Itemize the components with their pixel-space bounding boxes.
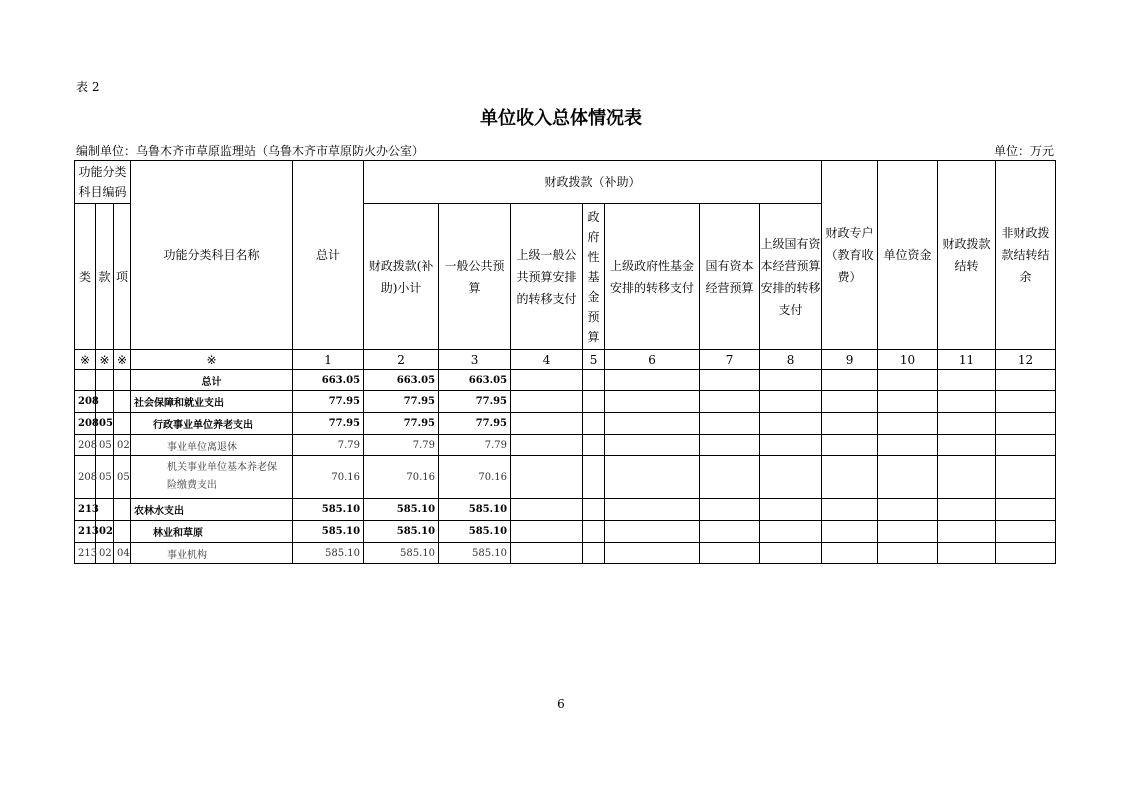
cell-subtotal: 663.05 xyxy=(364,370,439,391)
cell-name: 社会保障和就业支出 xyxy=(131,391,293,413)
currency-unit: 单位：万元 xyxy=(993,144,1054,158)
cell-subtotal: 7.79 xyxy=(364,435,439,456)
header-fiscal-carryover: 财政拨款结转 xyxy=(938,161,996,350)
compiling-unit: 编制单位：乌鲁木齐市草原监理站（乌鲁木齐市草原防火办公室） xyxy=(76,144,425,158)
cell-general: 663.05 xyxy=(439,370,511,391)
index-cell: 4 xyxy=(511,350,583,370)
cell-subtotal: 77.95 xyxy=(364,413,439,435)
header-fiscal-subtotal: 财政拨款(补助)小计 xyxy=(364,204,439,350)
index-cell: 9 xyxy=(822,350,878,370)
cell-xiang xyxy=(114,413,131,435)
cell-total: 7.79 xyxy=(293,435,364,456)
header-fiscal-group: 财政拨款（补助） xyxy=(364,161,822,204)
table-label: 表 2 xyxy=(76,80,100,94)
cell-name: 机关事业单位基本养老保险缴费支出 xyxy=(131,456,293,499)
cell-xiang: 05 xyxy=(114,456,131,499)
cell-kuan: 02 xyxy=(96,521,114,543)
header-upper-state-capital-transfer: 上级国有资本经营预算安排的转移支付 xyxy=(760,204,822,350)
header-lei: 类 xyxy=(75,204,96,350)
cell-lei: 208 xyxy=(75,456,96,499)
cell-name: 事业单位离退休 xyxy=(131,435,293,456)
cell-lei: 213 xyxy=(75,499,96,521)
cell-subtotal: 585.10 xyxy=(364,543,439,564)
index-cell: ※ xyxy=(96,350,114,370)
cell-subtotal: 585.10 xyxy=(364,499,439,521)
cell-total: 77.95 xyxy=(293,391,364,413)
cell-xiang xyxy=(114,521,131,543)
page-number: 6 xyxy=(557,697,565,711)
header-unit-funds: 单位资金 xyxy=(878,161,938,350)
cell-general: 585.10 xyxy=(439,521,511,543)
table-row xyxy=(75,543,1056,564)
cell-lei: 208 xyxy=(75,391,96,413)
cell-total: 77.95 xyxy=(293,413,364,435)
table-row xyxy=(75,521,1056,543)
header-gov-fund: 政府性基金预算 xyxy=(583,204,605,350)
cell-name: 总计 xyxy=(131,370,293,391)
cell-kuan: 05 xyxy=(96,413,114,435)
index-cell: ※ xyxy=(131,350,293,370)
cell-kuan: 05 xyxy=(96,456,114,499)
header-state-capital: 国有资本经营预算 xyxy=(700,204,760,350)
index-cell: 10 xyxy=(878,350,938,370)
cell-general: 77.95 xyxy=(439,391,511,413)
index-cell: 12 xyxy=(996,350,1056,370)
cell-subtotal: 585.10 xyxy=(364,521,439,543)
cell-kuan: 05 xyxy=(96,435,114,456)
cell-xiang: 04 xyxy=(114,543,131,564)
cell-total: 585.10 xyxy=(293,543,364,564)
cell-subtotal: 77.95 xyxy=(364,391,439,413)
cell-lei: 208 xyxy=(75,435,96,456)
cell-lei: 213 xyxy=(75,543,96,564)
table-row xyxy=(75,391,1056,413)
index-cell: 2 xyxy=(364,350,439,370)
header-nonfiscal-carryover: 非财政拨款结转结余 xyxy=(996,161,1056,350)
index-cell: ※ xyxy=(75,350,96,370)
header-xiang: 项 xyxy=(114,204,131,350)
cell-name: 行政事业单位养老支出 xyxy=(131,413,293,435)
index-cell: 7 xyxy=(700,350,760,370)
cell-xiang xyxy=(114,370,131,391)
cell-general: 585.10 xyxy=(439,499,511,521)
table-row xyxy=(75,370,1056,391)
header-upper-gov-fund-transfer: 上级政府性基金安排的转移支付 xyxy=(605,204,700,350)
cell-xiang xyxy=(114,499,131,521)
index-cell: ※ xyxy=(114,350,131,370)
cell-xiang xyxy=(114,391,131,413)
cell-general: 585.10 xyxy=(439,543,511,564)
income-summary-table xyxy=(74,160,1056,564)
cell-lei: 213 xyxy=(75,521,96,543)
cell-lei: 208 xyxy=(75,413,96,435)
cell-lei xyxy=(75,370,96,391)
header-func-code: 功能分类科目编码 xyxy=(75,161,131,204)
header-func-name: 功能分类科目名称 xyxy=(131,161,293,350)
cell-total: 663.05 xyxy=(293,370,364,391)
index-cell: 8 xyxy=(760,350,822,370)
cell-general: 70.16 xyxy=(439,456,511,499)
header-edu-fees: 财政专户（教育收费） xyxy=(822,161,878,350)
cell-name: 事业机构 xyxy=(131,543,293,564)
cell-kuan xyxy=(96,370,114,391)
cell-name: 林业和草原 xyxy=(131,521,293,543)
cell-kuan: 02 xyxy=(96,543,114,564)
header-kuan: 款 xyxy=(96,204,114,350)
cell-name: 农林水支出 xyxy=(131,499,293,521)
index-cell: 5 xyxy=(583,350,605,370)
table-row xyxy=(75,499,1056,521)
cell-total: 585.10 xyxy=(293,499,364,521)
cell-general: 7.79 xyxy=(439,435,511,456)
table-row xyxy=(75,456,1056,499)
header-general-budget: 一般公共预算 xyxy=(439,204,511,350)
header-total: 总计 xyxy=(293,161,364,350)
cell-subtotal: 70.16 xyxy=(364,456,439,499)
index-cell: 6 xyxy=(605,350,700,370)
cell-general: 77.95 xyxy=(439,413,511,435)
document-title: 单位收入总体情况表 xyxy=(480,108,642,129)
cell-total: 585.10 xyxy=(293,521,364,543)
table-row xyxy=(75,435,1056,456)
cell-xiang: 02 xyxy=(114,435,131,456)
index-cell: 3 xyxy=(439,350,511,370)
index-cell: 11 xyxy=(938,350,996,370)
index-cell: 1 xyxy=(293,350,364,370)
table-row xyxy=(75,413,1056,435)
cell-total: 70.16 xyxy=(293,456,364,499)
header-upper-general-transfer: 上级一般公共预算安排的转移支付 xyxy=(511,204,583,350)
